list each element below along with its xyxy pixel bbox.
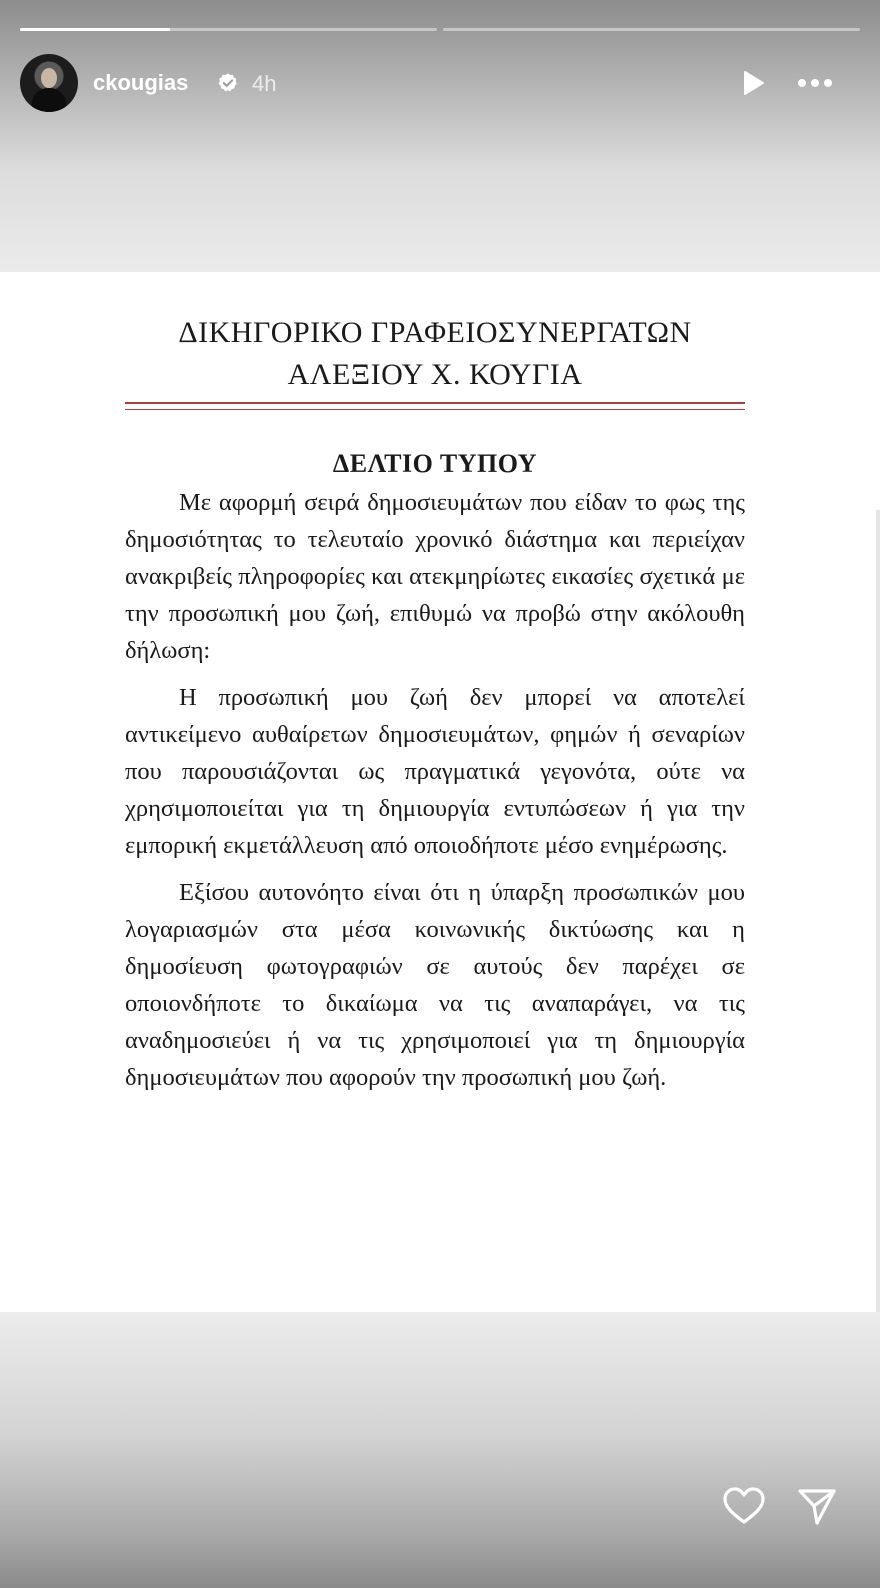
more-options-icon[interactable] <box>795 68 835 98</box>
verified-badge-icon <box>217 72 239 94</box>
page-edge <box>876 510 880 1312</box>
progress-fill <box>20 28 170 31</box>
letterhead-divider <box>125 402 745 410</box>
progress-segment <box>443 28 860 31</box>
firm-name-line-2: ΑΛΕΞΙΟΥ Χ. ΚΟΥΓΙΑ <box>287 358 583 391</box>
username-link[interactable]: ckougias <box>93 70 189 95</box>
avatar-face <box>41 68 57 88</box>
heart-icon[interactable] <box>722 1486 766 1526</box>
progress-segment <box>20 28 437 31</box>
press-release-title: ΔΕΛΤΙΟ ΤΥΠΟΥ <box>332 449 538 478</box>
document-content <box>125 312 745 1106</box>
firm-name-line-1: ΔΙΚΗΓΟΡΙΚΟ ΓΡΑΦΕΙΟΣΥΝΕΡΓΑΤΩΝ <box>178 316 692 349</box>
post-time: 4h <box>252 71 277 96</box>
paragraph-2: Η προσωπική μου ζωή δεν μπορεί να αποτελεί αντικείμενο αυθαίρετων δημοσιευμάτων, φημών ή σεναρίων που παρουσιάζονται ως πραγματικά γεγονότα, ούτε να χρησιμοποιείται για τη δημιουργία εντυπώσεων ή για την εμπορική εκμετάλλευση από οποιοδήποτε μέσο ενημέρωσης. <box>125 684 745 859</box>
story-header <box>20 54 860 112</box>
paragraph-1: Με αφορμή σειρά δημοσιευμάτων που είδαν το φως της δημοσιότητας το τελευταίο χρονικό διάστημα και περιείχαν ανακριβείς πληροφορίες και ατεκμηρίωτες εικασίες σχετικά με την προσωπική μου ζωή, επιθυμώ να προβώ στην ακόλουθη δήλωση: <box>125 489 745 664</box>
avatar[interactable] <box>20 54 78 112</box>
press-release-document <box>0 272 876 1312</box>
paragraph-3: Εξίσου αυτονόητο είναι ότι η ύπαρξη προσωπικών μου λογαριασμών στα μέσα κοινωνικής δικτύωσης και η δημοσίευση φωτογραφιών σε αυτούς δεν παρέχει σε οποιονδήποτε το δικαίωμα να τις αναπαράγει, να τις αναδημοσιεύει ή να τις χρησιμοποιεί για τη δημιουργία δημοσιευμάτων που αφορούν την προσωπική μου ζωή. <box>125 879 745 1091</box>
story-progress <box>20 28 860 31</box>
avatar-body <box>32 88 66 112</box>
play-icon[interactable] <box>738 68 768 98</box>
firm-name <box>125 312 745 396</box>
bottom-gradient <box>0 1312 880 1588</box>
top-gradient <box>0 0 880 272</box>
send-icon[interactable] <box>796 1486 838 1528</box>
